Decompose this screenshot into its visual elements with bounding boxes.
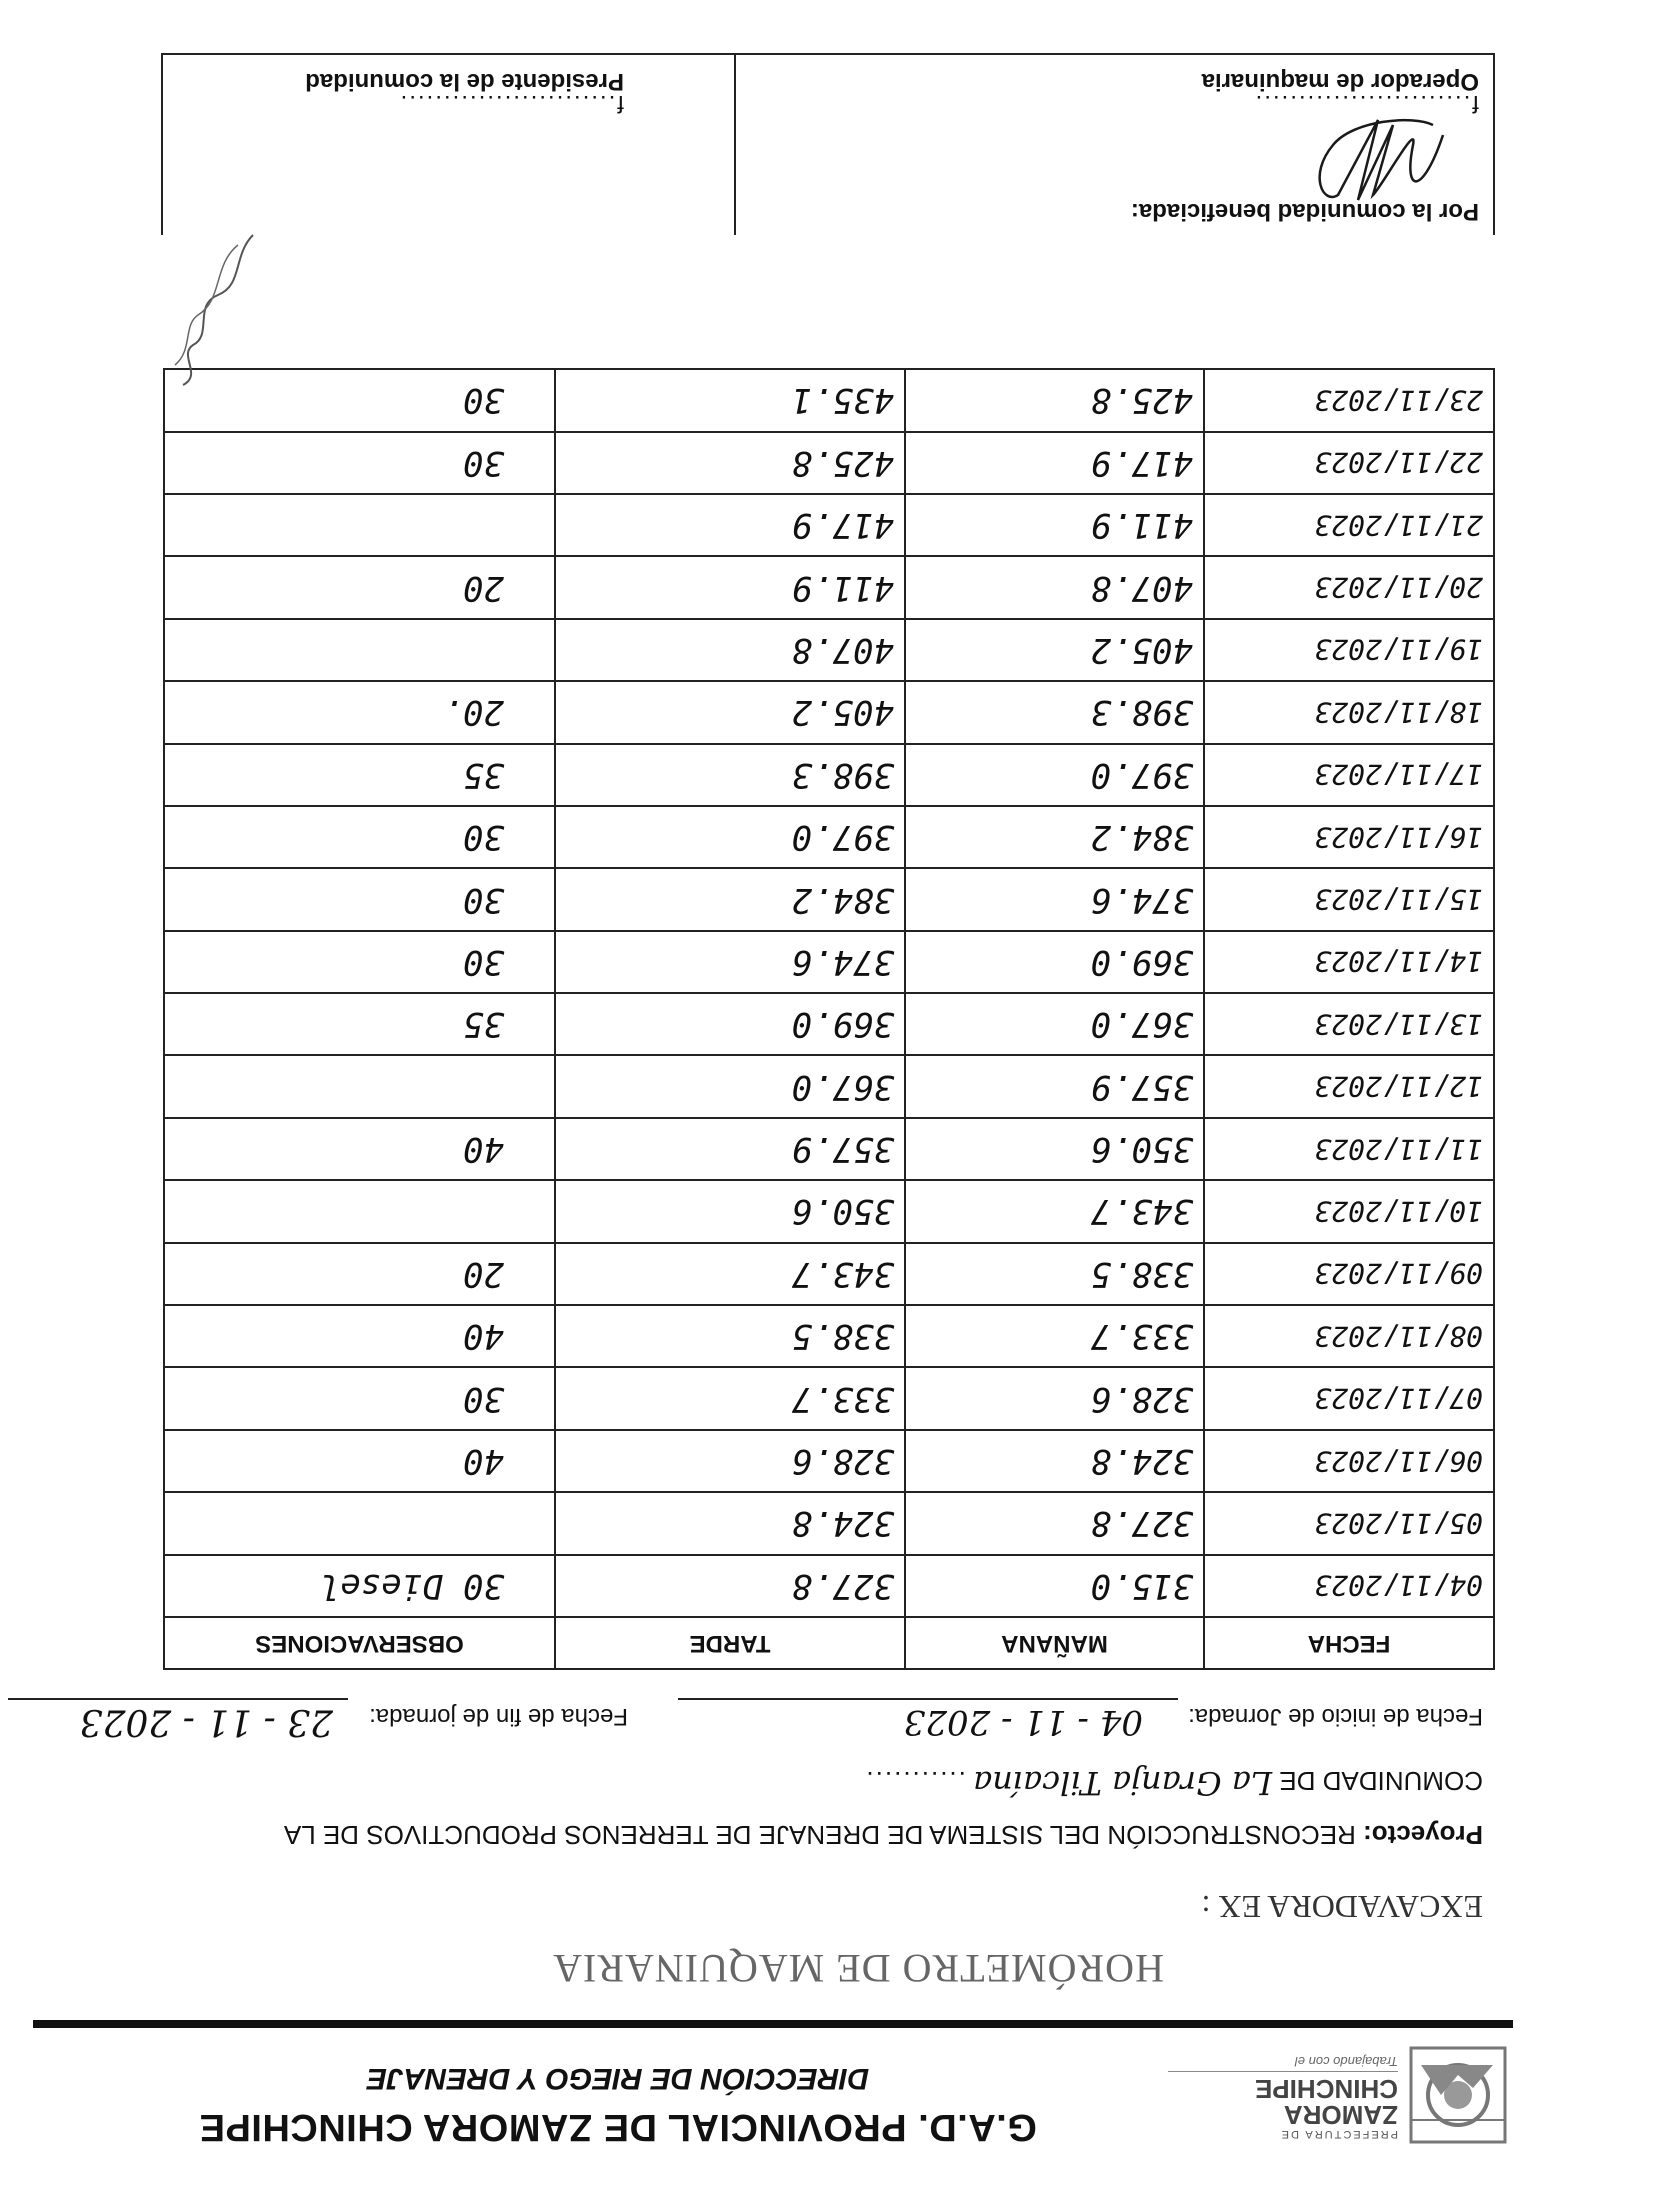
cell-manana: 405.2 [905, 619, 1204, 681]
cell-tarde: 338.5 [555, 1305, 905, 1367]
cell-fecha: 16/11/2023 [1204, 806, 1494, 868]
table-row [164, 1492, 1494, 1554]
header-fecha: FECHA [1204, 1617, 1494, 1669]
cell-manana: 369.0 [905, 931, 1204, 993]
logo-wordmark [1168, 2054, 1398, 2140]
cell-obs: 40 [164, 1305, 555, 1367]
cell-obs: 30 [164, 868, 555, 930]
organization-name: G.A.D. PROVINCIAL DE ZAMORA CHINCHIPE [199, 2106, 1037, 2148]
cell-obs: 35 [164, 744, 555, 806]
cell-manana: 324.8 [905, 1430, 1204, 1492]
table-row [164, 1118, 1494, 1180]
cell-manana: 338.5 [905, 1243, 1204, 1305]
table-row [164, 619, 1494, 681]
table-row [164, 1243, 1494, 1305]
cell-obs: 20 [164, 556, 555, 618]
table-row [164, 868, 1494, 930]
community-line [864, 1764, 1483, 1802]
cell-obs: 20. [164, 681, 555, 743]
cell-fecha: 22/11/2023 [1204, 432, 1494, 494]
cell-tarde: 333.7 [555, 1367, 905, 1429]
cell-fecha: 17/11/2023 [1204, 744, 1494, 806]
table-row [164, 931, 1494, 993]
project-label: Proyecto: [1363, 1820, 1483, 1850]
cell-fecha: 21/11/2023 [1204, 494, 1494, 556]
table-row [164, 681, 1494, 743]
cell-fecha: 23/11/2023 [1204, 369, 1494, 431]
cell-fecha: 19/11/2023 [1204, 619, 1494, 681]
signature-president [163, 55, 734, 235]
community-label: COMUNIDAD DE [1279, 1766, 1483, 1796]
machine-label: EXCAVADORA EX : [1201, 1889, 1483, 1925]
cell-obs [164, 619, 555, 681]
cell-fecha: 08/11/2023 [1204, 1305, 1494, 1367]
cell-fecha: 10/11/2023 [1204, 1180, 1494, 1242]
cell-fecha: 09/11/2023 [1204, 1243, 1494, 1305]
cell-fecha: 11/11/2023 [1204, 1118, 1494, 1180]
president-label: Presidente de la comunidad [305, 68, 624, 95]
hour-meter-table [163, 368, 1495, 1670]
cell-tarde: 384.2 [555, 868, 905, 930]
cell-obs: 20 [164, 1243, 555, 1305]
cell-tarde: 369.0 [555, 993, 905, 1055]
cell-tarde: 374.6 [555, 931, 905, 993]
cell-manana: 327.8 [905, 1492, 1204, 1554]
start-date-value: 04 - 11 - 2023 [903, 1702, 1143, 1742]
table-row [164, 993, 1494, 1055]
community-signature-scribble-icon [163, 225, 273, 395]
cell-obs: 30 [164, 432, 555, 494]
cell-manana: 357.9 [905, 1055, 1204, 1117]
table-row [164, 432, 1494, 494]
department-name: DIRECCIÓN DE RIEGO Y DRENAJE [366, 2062, 870, 2095]
logo-line-2: CHINCHIPE [1254, 2074, 1398, 2104]
table-row [164, 1555, 1494, 1617]
cell-fecha: 15/11/2023 [1204, 868, 1494, 930]
cell-tarde: 324.8 [555, 1492, 905, 1554]
cell-obs: 35 [164, 993, 555, 1055]
cell-fecha: 07/11/2023 [1204, 1367, 1494, 1429]
logo-tagline: Trabajando con el [1168, 2054, 1398, 2072]
signature-block [161, 53, 1495, 235]
cell-obs: 30 [164, 369, 555, 431]
cell-manana: 333.7 [905, 1305, 1204, 1367]
table-row [164, 744, 1494, 806]
table-row [164, 806, 1494, 868]
table-row [164, 1430, 1494, 1492]
cell-tarde: 411.9 [555, 556, 905, 618]
cell-manana: 425.8 [905, 369, 1204, 431]
cell-tarde: 350.6 [555, 1180, 905, 1242]
cell-obs: 30 [164, 806, 555, 868]
cell-manana: 417.9 [905, 432, 1204, 494]
cell-obs [164, 494, 555, 556]
operator-signature-line: f......................... [1253, 90, 1479, 117]
cell-manana: 411.9 [905, 494, 1204, 556]
president-signature-line: f......................... [398, 90, 624, 117]
table-row [164, 1367, 1494, 1429]
table-row [164, 556, 1494, 618]
end-date-value: 23 - 11 - 2023 [79, 1701, 333, 1742]
project-text: RECONSTRUCCIÓN DEL SISTEMA DE DRENAJE DE TERRENOS PRODUCTIVOS DE LA [283, 1820, 1356, 1850]
document-title: HORÓMETRO DE MAQUINARIA [552, 1946, 1164, 1991]
table-body [164, 369, 1494, 1617]
cell-fecha: 18/11/2023 [1204, 681, 1494, 743]
cell-manana: 328.6 [905, 1367, 1204, 1429]
table-row [164, 1180, 1494, 1242]
table-row [164, 494, 1494, 556]
signature-heading: Por la comunidad beneficiada: [1130, 198, 1479, 225]
cell-manana: 343.7 [905, 1180, 1204, 1242]
cell-manana: 374.6 [905, 868, 1204, 930]
community-value: La Granja Tilcaína [973, 1764, 1273, 1802]
cell-obs: 30 [164, 1367, 555, 1429]
cell-tarde: 425.8 [555, 432, 905, 494]
cell-manana: 384.2 [905, 806, 1204, 868]
end-date-underline [8, 1698, 348, 1700]
cell-fecha: 06/11/2023 [1204, 1430, 1494, 1492]
cell-obs: 30 [164, 931, 555, 993]
logo-line-1: ZAMORA [1283, 2100, 1398, 2130]
start-date-underline [678, 1698, 1178, 1700]
cell-tarde: 327.8 [555, 1555, 905, 1617]
cell-manana: 407.8 [905, 556, 1204, 618]
cell-obs: 40 [164, 1118, 555, 1180]
cell-tarde: 417.9 [555, 494, 905, 556]
cell-obs: 30 Diesel [164, 1555, 555, 1617]
cell-manana: 367.0 [905, 993, 1204, 1055]
header-rule [33, 2020, 1513, 2028]
cell-fecha: 13/11/2023 [1204, 993, 1494, 1055]
signature-operator [734, 55, 1493, 235]
community-dots: ........... [864, 1766, 966, 1796]
operator-signature-icon [1303, 105, 1453, 215]
table-row [164, 1305, 1494, 1367]
cell-tarde: 405.2 [555, 681, 905, 743]
cell-obs [164, 1055, 555, 1117]
cell-manana: 397.0 [905, 744, 1204, 806]
cell-tarde: 343.7 [555, 1243, 905, 1305]
start-date-label: Fecha de inicio de Jornada: [1188, 1703, 1483, 1730]
cell-obs [164, 1492, 555, 1554]
table-row [164, 1055, 1494, 1117]
project-line [23, 1815, 1483, 1855]
end-date-label: Fecha de fin de jornada: [369, 1703, 628, 1730]
cell-obs [164, 1180, 555, 1242]
cell-tarde: 328.6 [555, 1430, 905, 1492]
prefectura-logo-icon [1403, 2040, 1513, 2150]
logo-top: PREFECTURA DE [1279, 2128, 1398, 2140]
cell-fecha: 05/11/2023 [1204, 1492, 1494, 1554]
cell-fecha: 20/11/2023 [1204, 556, 1494, 618]
cell-fecha: 14/11/2023 [1204, 931, 1494, 993]
table-header-row [164, 1617, 1494, 1669]
cell-manana: 398.3 [905, 681, 1204, 743]
cell-fecha: 12/11/2023 [1204, 1055, 1494, 1117]
header-observaciones: OBSERVACIONES [164, 1617, 555, 1669]
table-row [164, 369, 1494, 431]
cell-manana: 350.6 [905, 1118, 1204, 1180]
cell-tarde: 367.0 [555, 1055, 905, 1117]
cell-obs: 40 [164, 1430, 555, 1492]
cell-manana: 315.0 [905, 1555, 1204, 1617]
cell-tarde: 435.1 [555, 369, 905, 431]
cell-tarde: 397.0 [555, 806, 905, 868]
header-manana: MAÑANA [905, 1617, 1204, 1669]
cell-tarde: 357.9 [555, 1118, 905, 1180]
cell-tarde: 398.3 [555, 744, 905, 806]
cell-tarde: 407.8 [555, 619, 905, 681]
cell-fecha: 04/11/2023 [1204, 1555, 1494, 1617]
header-tarde: TARDE [555, 1617, 905, 1669]
operator-label: Operador de maquinaria [1201, 68, 1479, 95]
